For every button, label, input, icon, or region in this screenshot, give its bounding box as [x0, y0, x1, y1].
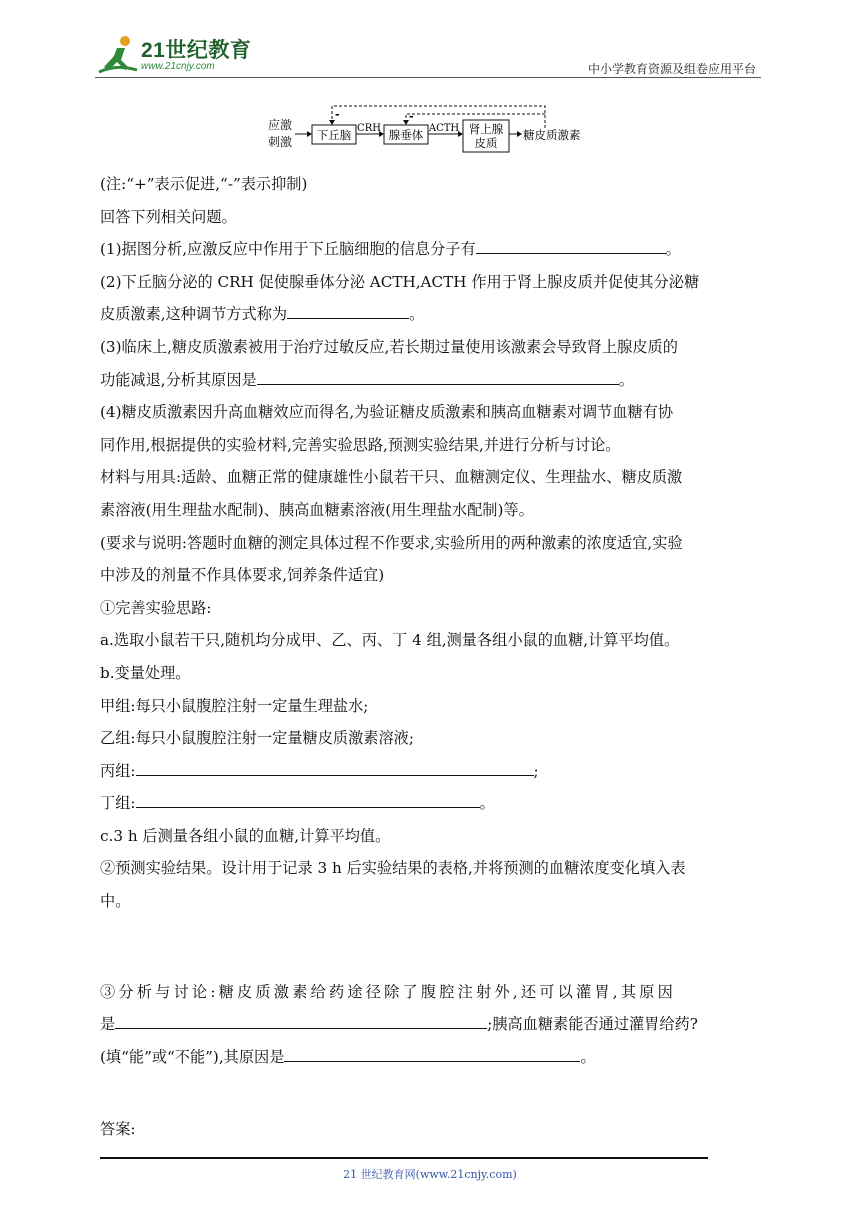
runner-logo-icon — [95, 34, 141, 76]
acth-label: ACTH — [428, 123, 460, 134]
table-space — [100, 918, 764, 976]
answer-label: 答案: — [100, 1120, 136, 1138]
group-jia: 甲组:每只小鼠腹腔注射一定量生理盐水; — [100, 696, 369, 715]
question-3-end: 。 — [618, 370, 634, 389]
group-ding — [100, 787, 764, 820]
question-1 — [100, 233, 764, 266]
group-ding-label: 丁组: — [100, 794, 136, 813]
site-logo — [95, 34, 265, 76]
answer-blank-bing[interactable] — [136, 757, 534, 776]
crh-label: CRH — [357, 123, 381, 134]
adrenal-label-1: 肾上腺 — [468, 122, 504, 136]
step-3-line-1: ③分析与讨论:糖皮质激素给药途径除了腹腔注射外,还可以灌胃,其原因 — [100, 982, 676, 1001]
group-ding-end: 。 — [479, 794, 495, 813]
inhibit-sign-1: - — [335, 108, 340, 121]
note-line: (注:“+”表示促进,“-”表示抑制) — [100, 175, 308, 193]
header-divider — [95, 77, 761, 78]
step-2-line-1: ②预测实验结果。设计用于记录 3 h 后实验结果的表格,并将预测的血糖浓度变化填入表 — [100, 859, 686, 878]
question-3-line-2 — [100, 364, 764, 397]
question-4-line-2: 同作用,根据提供的实验材料,完善实验思路,预测实验结果,并进行分析与讨论。 — [100, 435, 621, 454]
page-header — [0, 0, 860, 84]
question-3-text: 功能减退,分析其原因是 — [100, 370, 257, 389]
step-3-line-3 — [100, 1041, 764, 1074]
step-a: a.选取小鼠若干只,随机均分成甲、乙、丙、丁 4 组,测量各组小鼠的血糖,计算平均值。 — [100, 631, 680, 650]
answer-blank-reason[interactable] — [284, 1043, 580, 1062]
answer-blank-1[interactable] — [476, 235, 666, 254]
step-c: c.3 h 后测量各组小鼠的血糖,计算平均值。 — [100, 826, 391, 845]
logo-text: 21世纪教育 — [141, 39, 252, 62]
platform-title: 中小学教育资源及组卷应用平台 — [587, 62, 756, 76]
stress-regulation-diagram — [255, 104, 615, 160]
materials-line-1: 材料与用具:适龄、血糖正常的健康雄性小鼠若干只、血糖测定仪、生理盐水、糖皮质激 — [100, 468, 683, 487]
answer-blank-ding[interactable] — [136, 789, 480, 808]
hypothalamus-label: 下丘脑 — [316, 128, 352, 142]
step-2-line-2: 中。 — [100, 892, 131, 911]
step-3-question: ;胰高血糖素能否通过灌胃给药? — [487, 1015, 698, 1034]
question-1-text: (1)据图分析,应激反应中作用于下丘脑细胞的信息分子有 — [100, 240, 476, 259]
question-2-line-2 — [100, 298, 764, 331]
group-bing-end: ; — [533, 761, 539, 780]
materials-line-2: 素溶液(用生理盐水配制)、胰高血糖素溶液(用生理盐水配制)等。 — [100, 500, 534, 519]
question-body — [100, 168, 764, 1073]
adrenal-label-2: 皮质 — [474, 136, 498, 150]
logo-url: www.21cnjy.com — [141, 61, 215, 72]
step-3-text: 是 — [100, 1015, 116, 1034]
question-1-end: 。 — [665, 240, 681, 259]
stimulus-label-1: 应激 — [268, 118, 293, 132]
step-3-line-2 — [100, 1008, 764, 1041]
answer-blank-2[interactable] — [287, 300, 409, 319]
group-bing — [100, 755, 764, 788]
requirements-line-2: 中涉及的剂量不作具体要求,饲养条件适宜) — [100, 566, 385, 585]
group-yi: 乙组:每只小鼠腹腔注射一定量糖皮质激素溶液; — [100, 729, 414, 748]
pituitary-label: 腺垂体 — [388, 128, 424, 142]
footer-text: 21 世纪教育网(www.21cnjy.com) — [343, 1168, 517, 1181]
footer-divider — [100, 1157, 708, 1159]
question-2-end: 。 — [409, 305, 425, 324]
inhibit-sign-2: - — [409, 110, 414, 123]
question-3-line-1: (3)临床上,糖皮质激素被用于治疗过敏反应,若长期过量使用该激素会导致肾上腺皮质的 — [100, 337, 678, 356]
answer-blank-route[interactable] — [115, 1010, 487, 1029]
group-bing-label: 丙组: — [100, 761, 136, 780]
step-3-fill-text: (填“能”或“不能”),其原因是 — [100, 1047, 285, 1066]
question-2-line-1: (2)下丘脑分泌的 CRH 促使腺垂体分泌 ACTH,ACTH 作用于肾上腺皮质并促使其分泌糖 — [100, 272, 700, 291]
stimulus-label-2: 刺激 — [268, 135, 293, 149]
answer-blank-3[interactable] — [257, 366, 619, 385]
intro-line: 回答下列相关问题。 — [100, 207, 237, 226]
question-4-line-1: (4)糖皮质激素因升高血糖效应而得名,为验证糖皮质激素和胰高血糖素对调节血糖有协 — [100, 403, 674, 422]
requirements-line-1: (要求与说明:答题时血糖的测定具体过程不作要求,实验所用的两种激素的浓度适宜,实验 — [100, 533, 683, 552]
step-3-end: 。 — [580, 1047, 596, 1066]
step-1-title: ①完善实验思路: — [100, 598, 212, 617]
hormone-label: 糖皮质激素 — [523, 128, 581, 142]
step-b: b.变量处理。 — [100, 663, 191, 682]
question-2-text: 皮质激素,这种调节方式称为 — [100, 305, 288, 324]
